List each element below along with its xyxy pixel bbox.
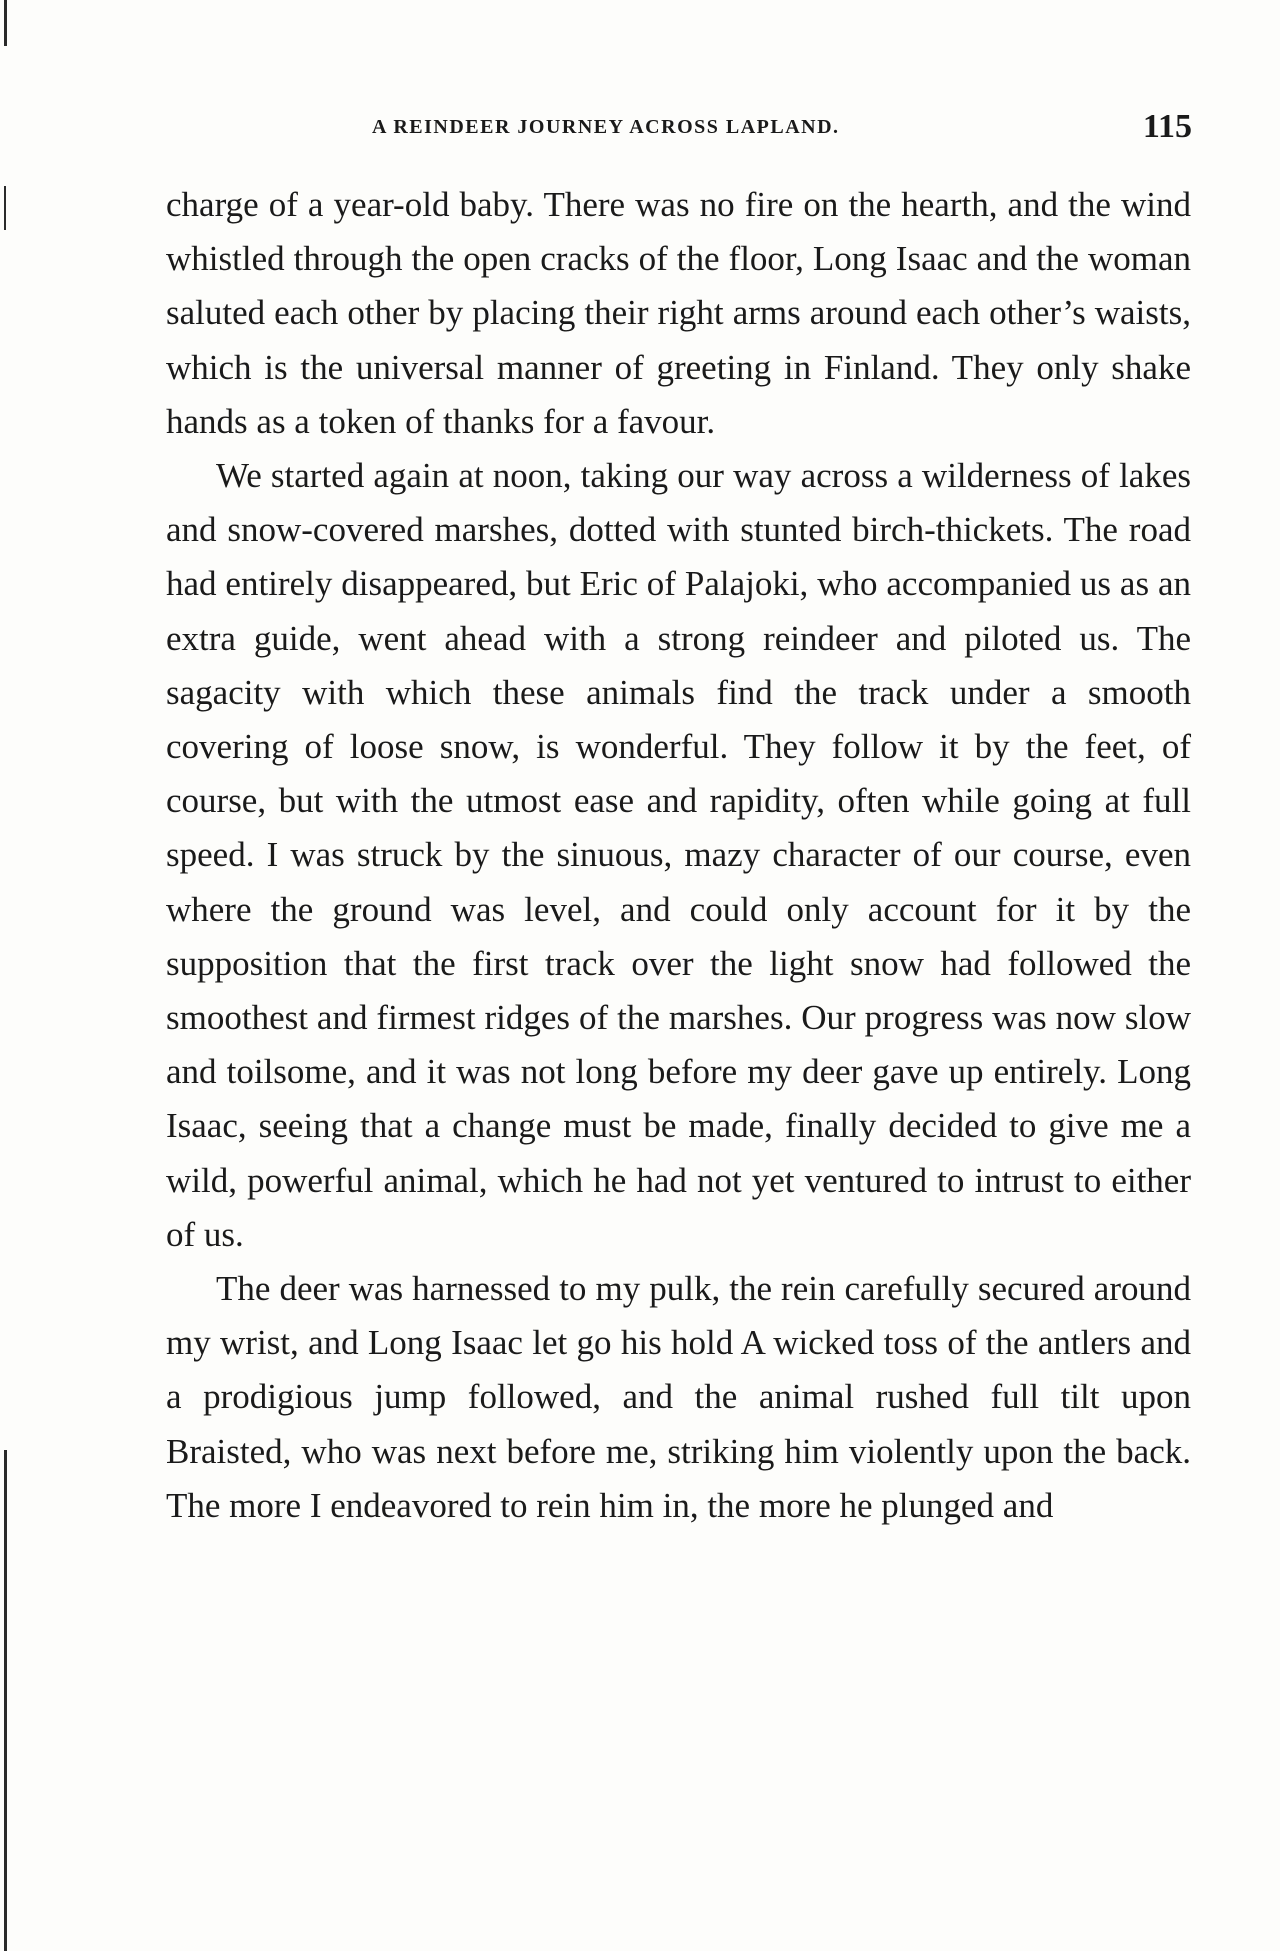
paragraph: charge of a year-old baby. There was no fire on the hearth, and the wind whistled through the open cracks of the floor, Long Isaac and the woman saluted each other by placing their right arms around each other’s waists, which is the universal manner of greeting in Finland. They only shake hands as a token of thanks for a favour. xyxy=(166,185,1191,441)
page-edge-mark xyxy=(4,1450,7,1951)
page-edge-mark xyxy=(4,0,7,46)
running-head xyxy=(162,108,1192,148)
page-number: 115 xyxy=(1142,108,1192,145)
body-text xyxy=(166,178,1191,1533)
paragraph: The deer was harnessed to my pulk, the rein carefully secured around my wrist, and Long Isaac let go his hold A wicked toss of the antlers and a prodigious jump followed, and the animal rushed full tilt upon Braisted, who was next before me, striking him violently upon the back. The more I endeavored to rein him in, the more he plunged and xyxy=(166,1269,1191,1525)
paragraph: We started again at noon, taking our way across a wilderness of lakes and snow-covered marshes, dotted with stunted birch-thickets. The road had entirely disappeared, but Eric of Palajoki, who accompanied us as an extra guide, went ahead with a strong reindeer and piloted us. The sagacity with which these animals find the track under a smooth covering of loose snow, is wonderful. They follow it by the feet, of course, but with the utmost ease and rapidity, often while going at full speed. I was struck by the sinuous, mazy character of our course, even where the ground was level, and could only account for it by the supposition that the first track over the light snow had followed the smoothest and firmest ridges of the marshes. Our progress was now slow and toilsome, and it was not long before my deer gave up entirely. Long Isaac, seeing that a change must be made, finally decided to give me a wild, powerful animal, which he had not yet ventured to intrust to either of us. xyxy=(166,456,1191,1254)
page-edge-mark xyxy=(4,186,6,230)
running-title: A REINDEER JOURNEY ACROSS LAPLAND. xyxy=(372,116,840,138)
